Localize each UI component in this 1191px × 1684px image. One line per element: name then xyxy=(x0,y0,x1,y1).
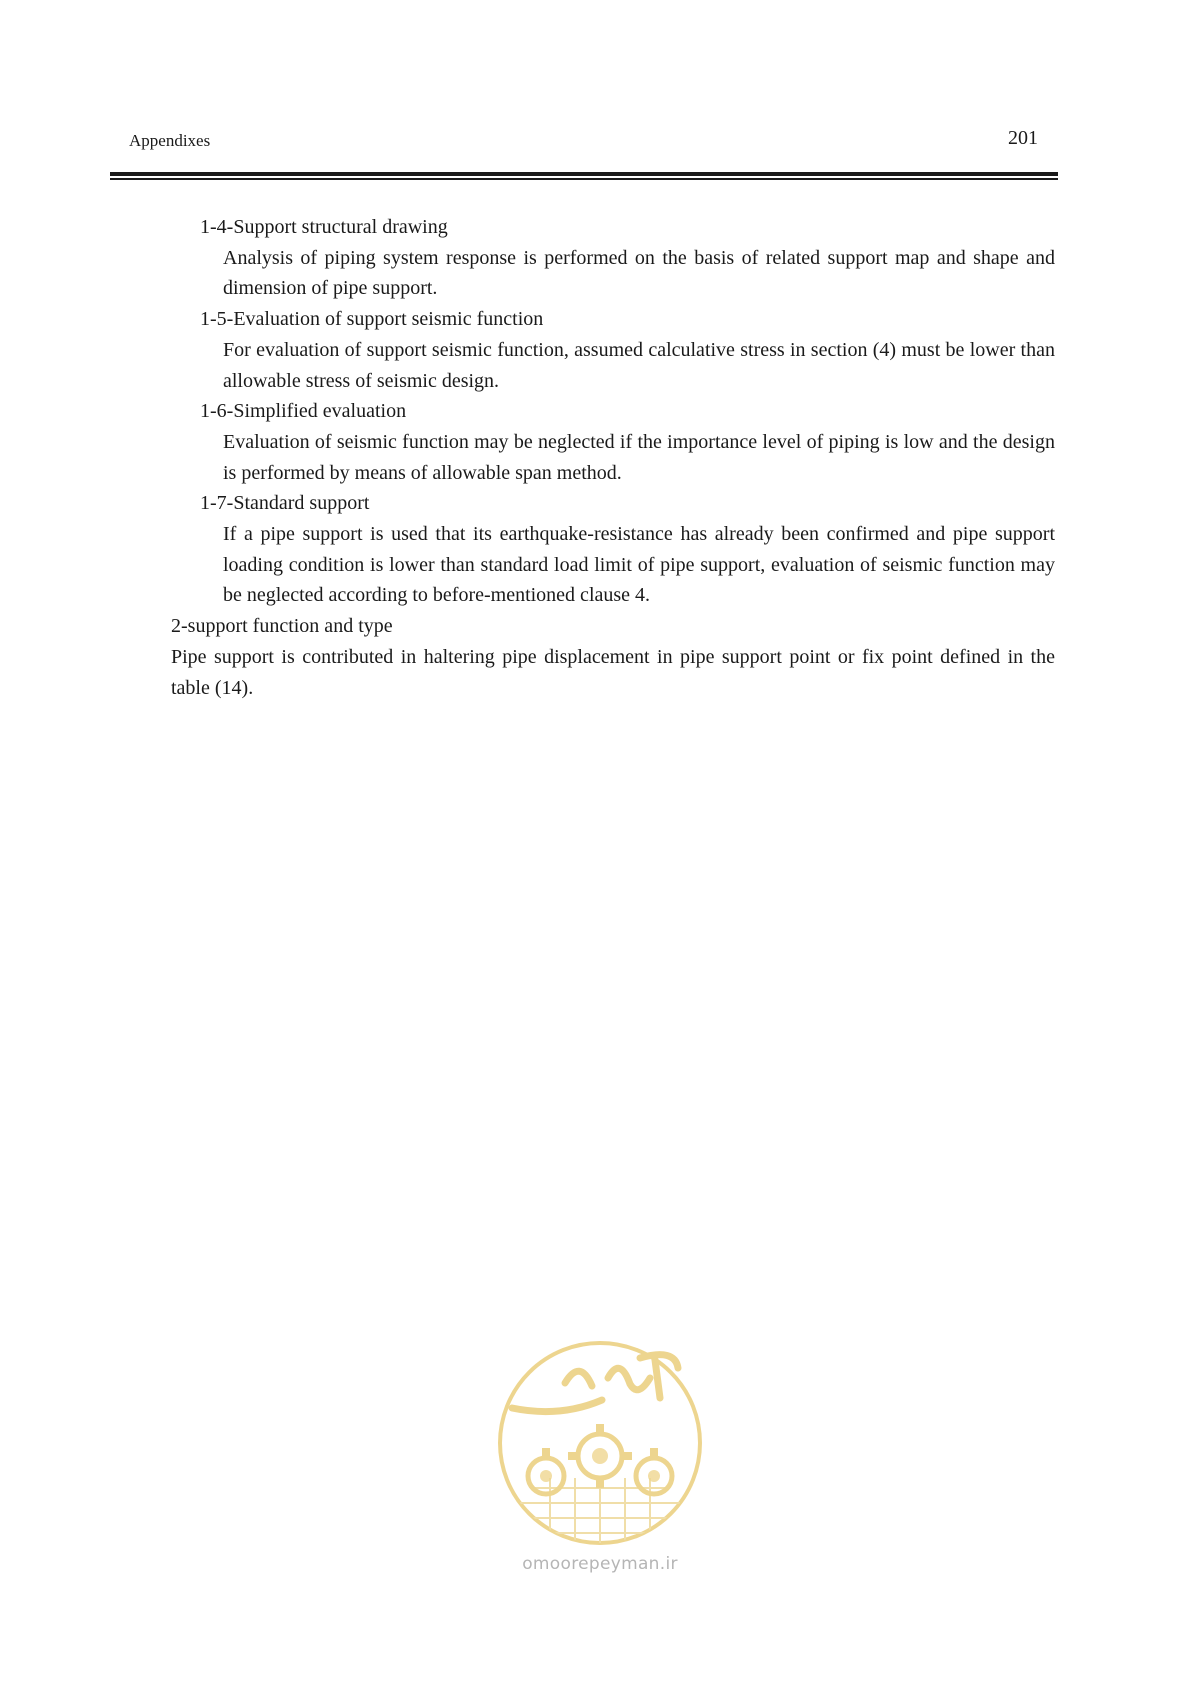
page-number: 201 xyxy=(1008,127,1038,149)
subsection-paragraph: For evaluation of support seismic function, assumed calculative stress in section (4) must be lower than allowable stress of seismic design. xyxy=(223,338,1055,392)
subsection-paragraph: Evaluation of seismic function may be neglected if the importance level of piping is low and the design is performed by means of allowable span method. xyxy=(223,430,1055,484)
header-rule-thin xyxy=(110,178,1058,180)
subsection-paragraph: If a pipe support is used that its earthquake-resistance has already been confirmed and pipe support loading condition is lower than standard load limit of pipe support, evaluation of seismic function may be neglected according to before-mentioned clause 4. xyxy=(223,523,1055,607)
omoorepeyman-logo-icon xyxy=(490,1338,710,1588)
running-header-title: Appendixes xyxy=(129,131,211,150)
document-body xyxy=(0,212,1191,703)
section-paragraph: Pipe support is contributed in haltering pipe displacement in pipe support point or fix point defined in the table (14). xyxy=(171,645,1055,699)
subsection-paragraph: Analysis of piping system response is performed on the basis of related support map and shape and dimension of pipe support. xyxy=(223,246,1055,300)
header-rule-thick xyxy=(110,172,1058,176)
section-heading: 2-support function and type xyxy=(171,615,393,638)
subsection-heading: 1-5-Evaluation of support seismic function xyxy=(200,308,544,331)
subsection-heading: 1-7-Standard support xyxy=(200,492,370,515)
subsection-heading: 1-6-Simplified evaluation xyxy=(200,400,407,423)
watermark-url: omoorepeyman.ir xyxy=(522,1554,678,1574)
subsection-heading: 1-4-Support structural drawing xyxy=(200,216,448,238)
